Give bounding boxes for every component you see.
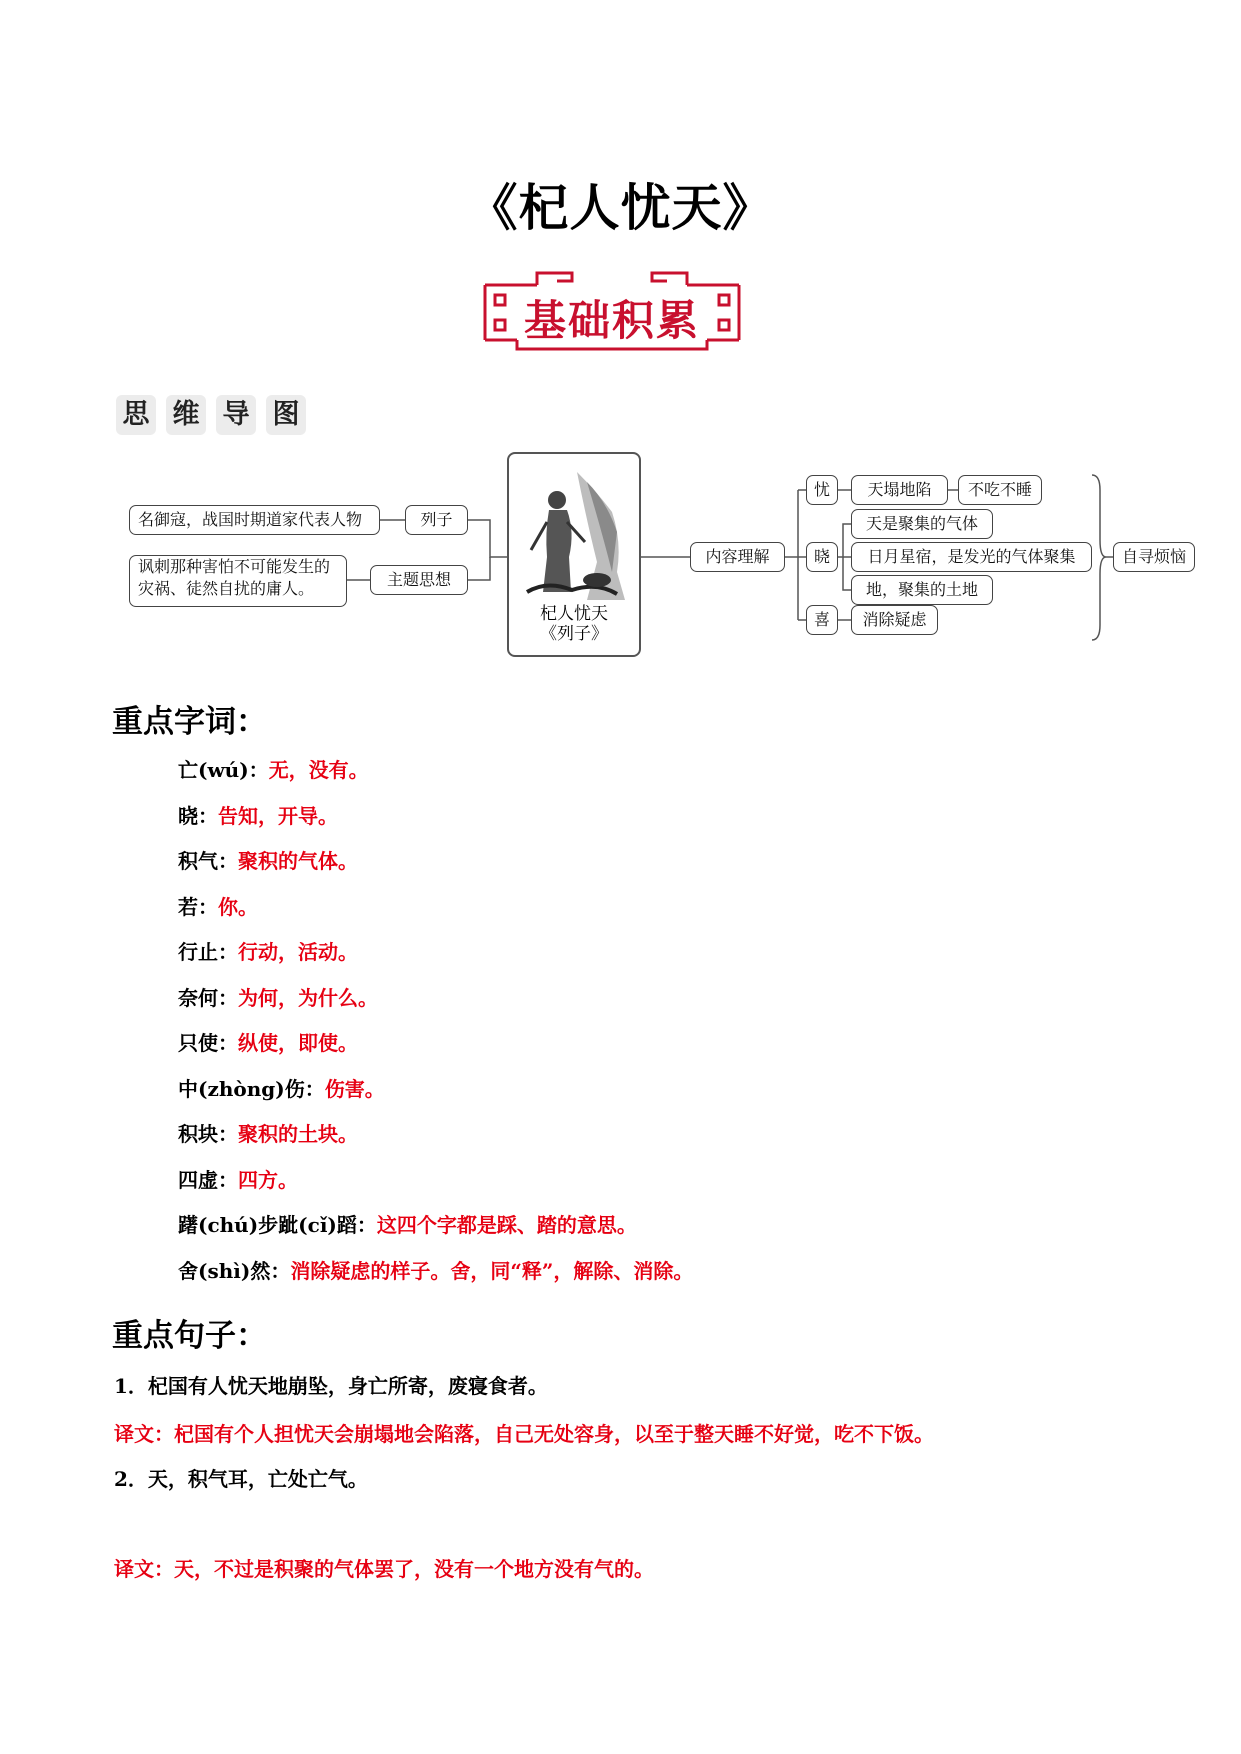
key-word-term: 四虚： [178,1168,238,1192]
key-word-term: 若： [178,895,218,919]
key-words-heading: 重点字词： [112,704,267,740]
key-word-definition: 这四个字都是踩、踏的意思。 [376,1213,637,1237]
key-word-term: 积块： [178,1122,238,1146]
key-word-item [178,800,338,829]
key-word-definition: 告知，开导。 [218,804,338,828]
document-title: 《杞人忧天》 [467,179,774,237]
key-word-term: 晓： [178,804,218,828]
key-word-term: 积气： [178,849,238,873]
key-sentence: 2．天，积气耳，亡处亡气。 [114,1467,368,1491]
key-word-term: 行止： [178,940,238,964]
center-title-line: 《列子》 [540,624,608,644]
key-word-term: 舍(shì)然： [178,1259,291,1283]
mindmap-heading-char: 导 [216,395,256,435]
key-word-item [178,1164,298,1193]
joy-detail-node: 消除疑虑 [851,605,938,635]
key-word-term: 只使： [178,1031,238,1055]
explain-earth-node: 地，聚集的土地 [851,575,993,605]
mindmap-heading-char: 维 [166,395,206,435]
center-title-line: 杞人忧天 [540,604,608,624]
key-word-item [178,1209,637,1238]
explain-stars-node: 日月星宿，是发光的气体聚集 [851,542,1092,572]
key-word-definition: 行动，活动。 [238,940,358,964]
scholar-illustration [517,462,631,602]
key-sentences-heading: 重点句子： [112,1318,267,1354]
author-description-node: 名御寇，战国时期道家代表人物 [129,505,380,535]
key-word-definition: 四方。 [238,1168,298,1192]
explain-sky-node: 天是聚集的气体 [851,509,993,539]
content-understanding-node: 内容理解 [690,542,785,572]
center-node-title [507,604,641,644]
joy-node: 喜 [806,605,838,635]
key-word-definition: 聚积的土块。 [238,1122,358,1146]
worry-detail-node: 天塌地陷 [851,475,948,505]
theme-description-line: 灾祸、徒然自扰的庸人。 [138,579,315,598]
banner-title: 基础积累 [523,296,700,345]
key-word-item [178,1073,385,1102]
key-word-item [178,1118,358,1147]
key-word-definition: 聚积的气体。 [238,849,358,873]
key-word-item [178,1027,358,1056]
key-word-item [178,936,358,965]
key-word-definition: 为何，为什么。 [238,986,378,1010]
key-word-definition: 你。 [218,895,258,919]
worry-node: 忧 [806,475,838,505]
mindmap-heading-char: 思 [116,395,156,435]
key-word-definition: 纵使，即使。 [238,1031,358,1055]
key-word-item [178,845,358,874]
author-node: 列子 [405,505,468,535]
key-word-term: 躇(chú)步跐(cǐ)蹈： [178,1213,377,1237]
key-word-item [178,754,369,783]
key-word-item [178,891,258,920]
key-word-definition: 消除疑虑的样子。舍，同“释”，解除、消除。 [290,1259,694,1283]
key-word-term: 中(zhòng)伤： [178,1077,325,1101]
key-word-item [178,1255,693,1284]
key-sentence: 1．杞国有人忧天地崩坠，身亡所寄，废寝食者。 [114,1374,548,1398]
sentence-translation: 译文：天，不过是积聚的气体罢了，没有一个地方没有气的。 [114,1557,654,1581]
conclusion-node: 自寻烦恼 [1113,542,1195,572]
key-word-term: 奈何： [178,986,238,1010]
key-word-definition: 伤害。 [324,1077,385,1101]
worry-result-node: 不吃不睡 [958,475,1042,505]
sentence-translation: 译文：杞国有个人担忧天会崩塌地会陷落，自己无处容身，以至于整天睡不好觉，吃不下饭。 [114,1422,934,1446]
theme-node: 主题思想 [370,565,468,595]
key-word-term: 亡(wú)： [178,758,269,782]
mindmap-heading-char: 图 [266,395,306,435]
explain-node: 晓 [806,542,838,572]
key-word-item [178,982,378,1011]
theme-description-node [129,555,347,607]
theme-description-line: 讽刺那种害怕不可能发生的 [138,557,331,576]
key-word-definition: 无，没有。 [268,758,369,782]
